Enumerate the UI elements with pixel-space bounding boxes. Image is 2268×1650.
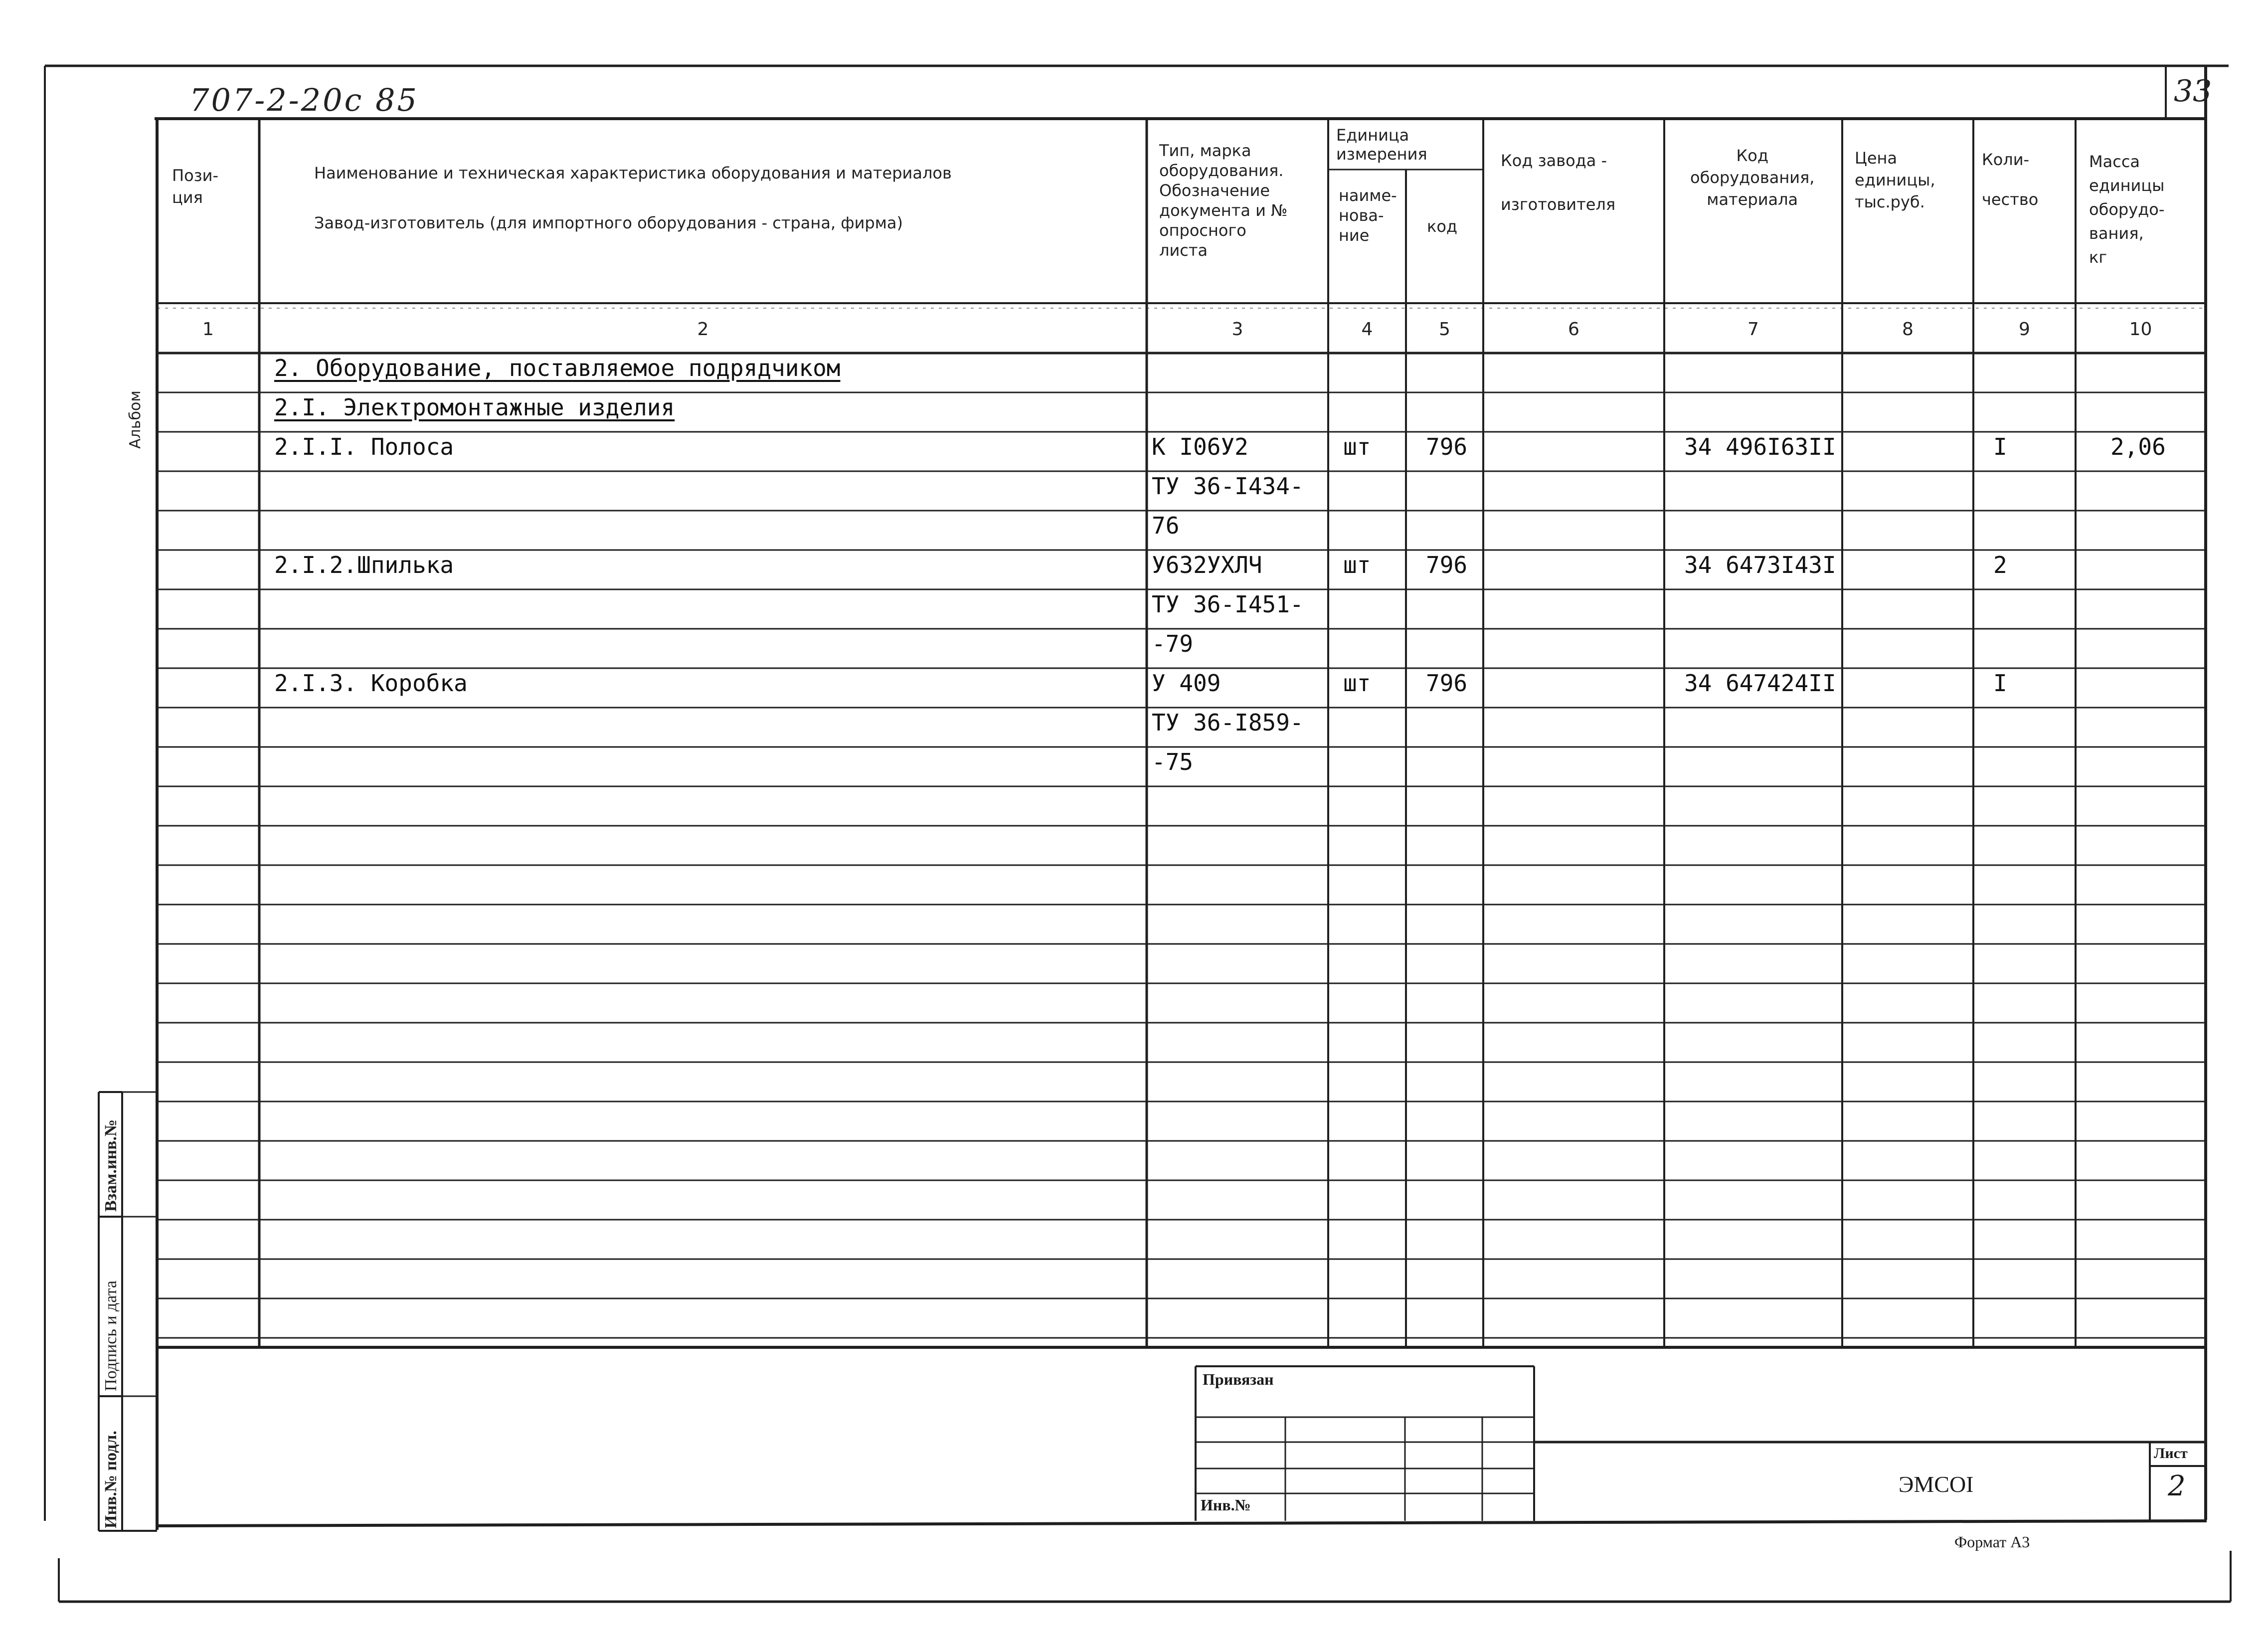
row-type-mark: У 409 (1152, 670, 1221, 697)
header-position: Пози- ция (172, 166, 218, 207)
column-number: 7 (1747, 319, 1759, 340)
row-name: 2. Оборудование, поставляемое подрядчиком (274, 355, 841, 381)
row-equipment-code: 34 647424II (1684, 670, 1836, 697)
header-unit-group: Единица измерения (1336, 126, 1427, 164)
row-unit-code: 796 (1426, 433, 1468, 460)
column-number: 2 (697, 319, 709, 340)
row-unit: шт (1343, 670, 1371, 697)
row-name: 2.I.I. Полоса (274, 433, 454, 460)
row-unit: шт (1343, 551, 1371, 578)
row-mass: 2,06 (2110, 433, 2166, 460)
row-equipment-code: 34 496I63II (1684, 433, 1836, 460)
header-unit-mass: Масса единицы оборудо- вания, кг (2089, 152, 2165, 267)
row-type-mark: 76 (1152, 512, 1180, 539)
header-name-line1: Наименование и техническая характеристика оборудования и материалов (314, 164, 952, 183)
inventory-label: Инв.№ (1201, 1496, 1251, 1514)
row-equipment-code: 34 6473I43I (1684, 551, 1836, 578)
document-code: 707-2-20с 85 (189, 82, 419, 118)
header-unit-price: Цена единицы, тыс.руб. (1855, 149, 1935, 211)
row-unit-code: 796 (1426, 670, 1468, 697)
column-number: 3 (1231, 319, 1243, 340)
row-unit-code: 796 (1426, 551, 1468, 578)
row-unit: шт (1343, 433, 1371, 460)
header-unit-name: наиме- нова- ние (1339, 186, 1397, 245)
side-sign-date: Подпись и дата (102, 1281, 120, 1391)
sheet-label: Лист (2154, 1445, 2188, 1462)
row-quantity: I (1993, 433, 2007, 460)
column-number: 10 (2129, 319, 2152, 340)
header-equipment-code: Код оборудования, материала (1690, 146, 1815, 209)
row-type-mark: ТУ 36-I434- (1152, 473, 1304, 500)
sheet-number: 2 (2168, 1470, 2186, 1502)
header-unit-code: код (1427, 217, 1458, 236)
header-name-line2: Завод-изготовитель (для импортного оборудования - страна, фирма) (314, 213, 903, 232)
page-number: 33 (2174, 74, 2212, 109)
row-type-mark: -75 (1152, 748, 1194, 775)
column-number: 6 (1568, 319, 1579, 340)
row-name: 2.I.2.Шпилька (274, 551, 454, 578)
row-name: 2.I.3. Коробка (274, 670, 468, 697)
row-type-mark: -79 (1152, 630, 1194, 657)
row-quantity: I (1993, 670, 2007, 697)
header-factory-code: Код завода - изготовителя (1501, 151, 1616, 214)
album-label: Альбом (127, 390, 144, 449)
document-designation: ЭМСОI (1899, 1471, 1974, 1497)
column-number: 5 (1439, 319, 1450, 340)
header-type-mark: Тип, марка оборудования. Обозначение документа и № опросного листа (1159, 141, 1288, 260)
column-number: 4 (1361, 319, 1373, 340)
column-number: 1 (202, 319, 214, 340)
row-name: 2.I. Электромонтажные изделия (274, 394, 675, 421)
side-inv-podl: Инв.№ подл. (102, 1431, 120, 1528)
row-type-mark: К I06У2 (1152, 433, 1248, 460)
row-type-mark: ТУ 36-I451- (1152, 591, 1304, 618)
row-quantity: 2 (1993, 551, 2007, 578)
row-type-mark: У632УХЛЧ (1152, 551, 1262, 578)
row-type-mark: ТУ 36-I859- (1152, 709, 1304, 736)
header-quantity: Коли- чество (1982, 150, 2039, 209)
bound-label: Привязан (1203, 1370, 1274, 1388)
column-number: 9 (2019, 319, 2030, 340)
format-label: Формат А3 (1954, 1533, 2030, 1551)
side-vzam-inv: Взам.инв.№ (102, 1119, 120, 1212)
column-number: 8 (1902, 319, 1914, 340)
